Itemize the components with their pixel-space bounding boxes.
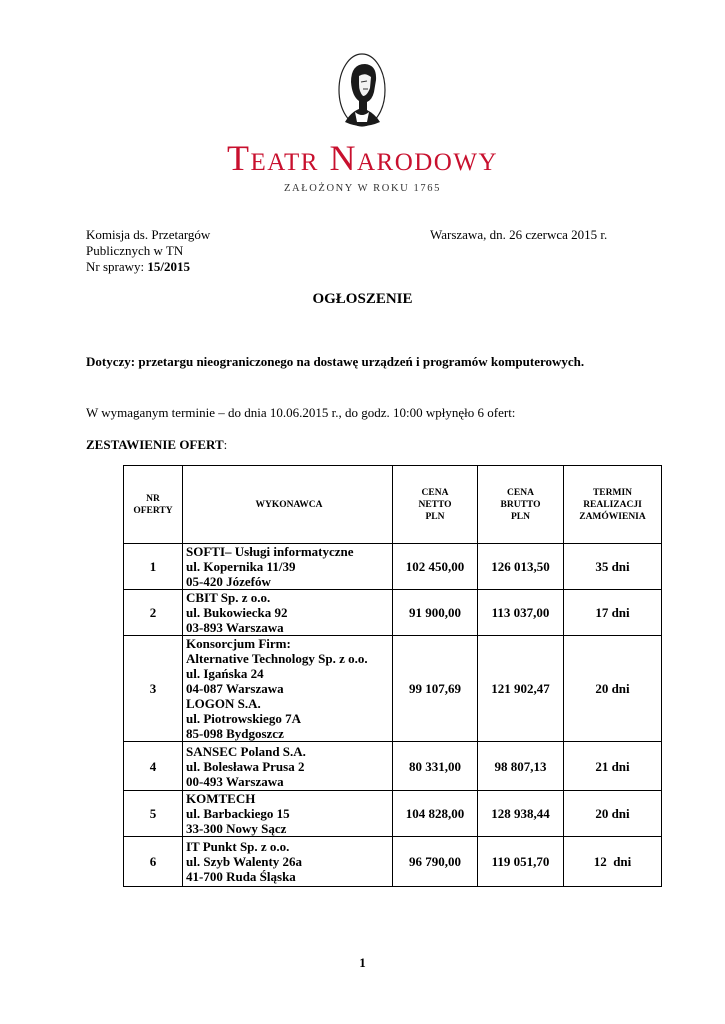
- case-label: Nr sprawy:: [86, 259, 145, 274]
- header-term: TERMIN REALIZACJI ZAMÓWIENIA: [564, 466, 662, 544]
- header-nr: NR OFERTY: [124, 466, 183, 544]
- offer-term: 17 dni: [564, 590, 662, 636]
- offer-gross-price: 113 037,00: [478, 590, 564, 636]
- offer-contractor: Konsorcjum Firm: Alternative Technology Sp. z o.o. ul. Igańska 24 04-087 Warszawa LOGON S.A. ul. Piotrowskiego 7A 85-098 Bydgoszcz: [183, 636, 393, 742]
- offer-nr: 3: [124, 636, 183, 742]
- offer-net-price: 96 790,00: [393, 837, 478, 887]
- header-net: CENA NETTO PLN: [393, 466, 478, 544]
- summary-heading: [86, 437, 227, 453]
- offer-term: 20 dni: [564, 636, 662, 742]
- case-number-line: [86, 259, 210, 275]
- offer-net-price: 91 900,00: [393, 590, 478, 636]
- table-row: [124, 544, 662, 590]
- offer-term-unit: dni: [613, 854, 632, 869]
- document-title: OGŁOSZENIE: [312, 291, 413, 307]
- offer-gross-price: 128 938,44: [478, 791, 564, 837]
- page-number: 1: [359, 955, 366, 970]
- offer-contractor: IT Punkt Sp. z o.o. ul. Szyb Walenty 26a 41-700 Ruda Śląska: [183, 837, 393, 887]
- offer-nr: 1: [124, 544, 183, 590]
- offer-term: 35 dni: [564, 544, 662, 590]
- subject-line: Dotyczy: przetargu nieograniczonego na dostawę urządzeń i programów komputerowych.: [86, 354, 585, 369]
- committee-line-2: Publicznych w TN: [86, 243, 184, 258]
- offer-gross-price: 126 013,50: [478, 544, 564, 590]
- offer-term-number: 12: [593, 854, 607, 869]
- offer-gross-price: 121 902,47: [478, 636, 564, 742]
- table-header-row: [124, 466, 662, 544]
- offers-table: [123, 465, 662, 887]
- summary-heading-text: ZESTAWIENIE OFERT: [86, 437, 224, 452]
- organization-name: Teatr Narodowy: [226, 138, 499, 178]
- offer-nr: 5: [124, 791, 183, 837]
- offer-gross-price: 119 051,70: [478, 837, 564, 887]
- offer-contractor: SANSEC Poland S.A. ul. Bolesława Prusa 2 00-493 Warszawa: [183, 742, 393, 791]
- portrait-logo-icon: [337, 52, 387, 128]
- offer-contractor: SOFTI– Usługi informatyczne ul. Kopernika 11/39 05-420 Józefów: [183, 544, 393, 590]
- offer-contractor: KOMTECH ul. Barbackiego 15 33-300 Nowy Sącz: [183, 791, 393, 837]
- offer-nr: 2: [124, 590, 183, 636]
- offer-net-price: 104 828,00: [393, 791, 478, 837]
- organization-motto: ZAŁOŻONY W ROKU 1765: [284, 183, 441, 194]
- place-date: Warszawa, dn. 26 czerwca 2015 r.: [430, 227, 608, 242]
- summary-heading-colon: :: [223, 437, 228, 452]
- intro-text: W wymaganym terminie – do dnia 10.06.2015 r., do godz. 10:00 wpłynęło 6 ofert:: [86, 405, 516, 420]
- case-number: 15/2015: [147, 259, 191, 274]
- offer-nr: 4: [124, 742, 183, 791]
- offer-net-price: 80 331,00: [393, 742, 478, 791]
- offer-term: [564, 837, 662, 887]
- offer-contractor: CBIT Sp. z o.o. ul. Bukowiecka 92 03-893 Warszawa: [183, 590, 393, 636]
- header-gross: CENA BRUTTO PLN: [478, 466, 564, 544]
- table-row: [124, 636, 662, 742]
- table-row: [124, 590, 662, 636]
- table-row: [124, 791, 662, 837]
- table-row: [124, 837, 662, 887]
- committee-line-1: Komisja ds. Przetargów: [86, 227, 211, 242]
- offer-net-price: 99 107,69: [393, 636, 478, 742]
- committee-block: [86, 227, 210, 275]
- offer-term: 20 dni: [564, 791, 662, 837]
- table-row: [124, 742, 662, 791]
- offer-term: 21 dni: [564, 742, 662, 791]
- offer-net-price: 102 450,00: [393, 544, 478, 590]
- offer-nr: 6: [124, 837, 183, 887]
- offer-gross-price: 98 807,13: [478, 742, 564, 791]
- header-contractor: WYKONAWCA: [183, 466, 393, 544]
